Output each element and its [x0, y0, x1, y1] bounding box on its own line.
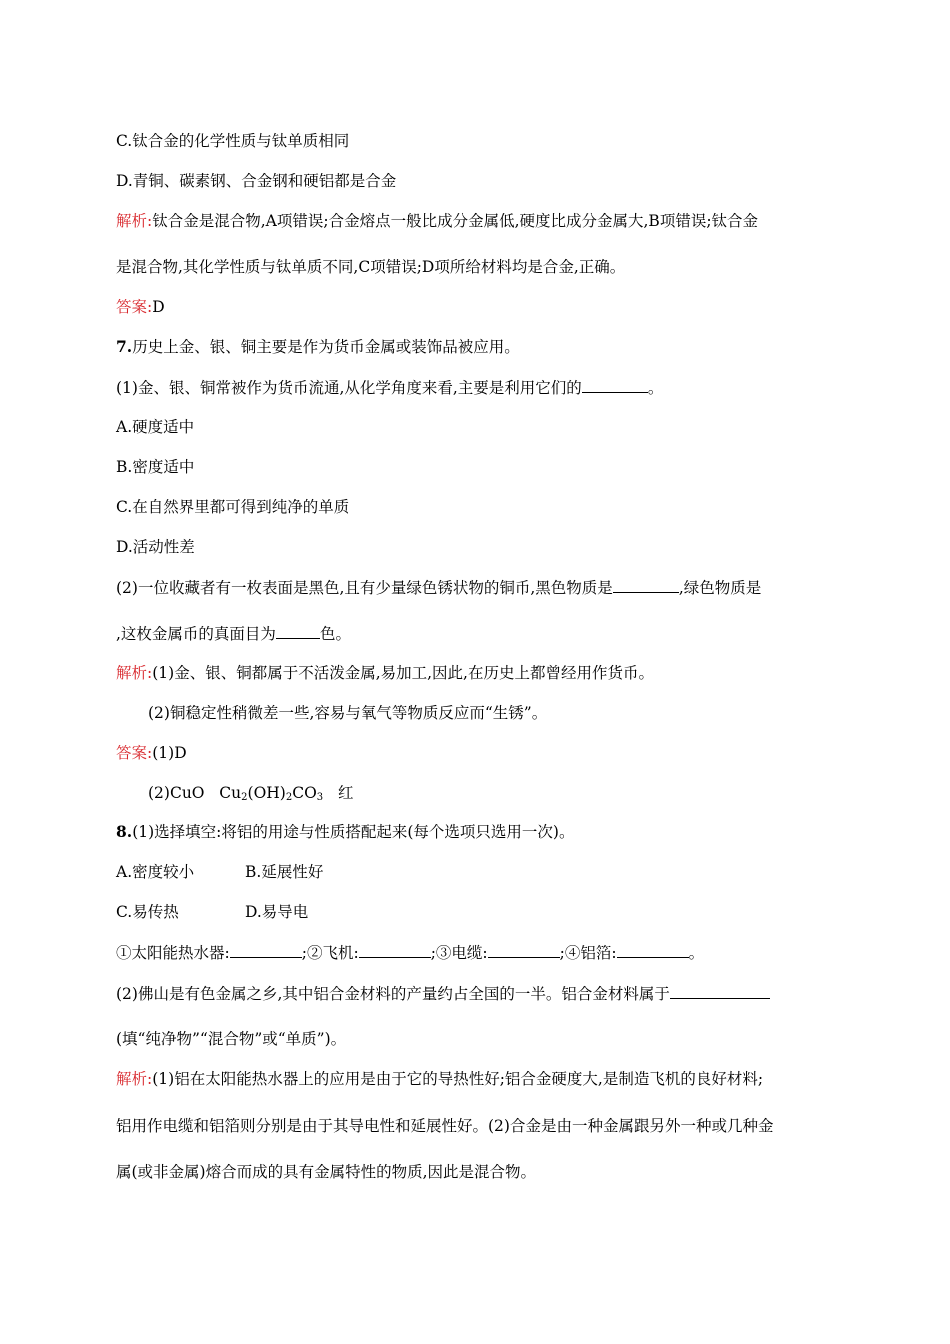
q7-option-c: C.在自然界里都可得到纯净的单质: [116, 498, 350, 516]
q8-fill-line: [116, 942, 704, 963]
q7-part2-line1: [116, 577, 761, 598]
answer-text: D: [152, 298, 165, 316]
fill-label: ;②飞机:: [301, 944, 359, 962]
answer-blank: [230, 942, 302, 958]
fill-label: ;③电缆:: [430, 944, 488, 962]
answer-text: (1)D: [152, 744, 187, 762]
answer-blank: [613, 577, 679, 593]
q7-stem: [116, 337, 520, 357]
q7-part1: [116, 377, 663, 398]
analysis-text: (1)金、银、铜都属于不活泼金属,易加工,因此,在历史上都曾经用作货币。: [152, 664, 654, 682]
q8-option-c: C.易传热: [116, 903, 179, 921]
q7-answer-line1: [116, 743, 187, 763]
q7-answer-line2: [148, 783, 353, 808]
answer-blank: [276, 623, 320, 639]
answer-blank: [582, 377, 648, 393]
question-stem: (1)选择填空:将铝的用途与性质搭配起来(每个选项只选用一次)。: [132, 823, 575, 841]
q7-option-a: A.硬度适中: [116, 418, 195, 436]
part2-text: 色。: [319, 625, 351, 643]
punctuation: 。: [688, 944, 705, 962]
q7-option-b: B.密度适中: [116, 458, 195, 476]
subscript: 2: [241, 792, 248, 803]
part2-text: (2)佛山是有色金属之乡,其中铝合金材料的产量约占全国的一半。铝合金材料属于: [116, 985, 670, 1003]
part2-text: ,绿色物质是: [678, 579, 762, 597]
q8-option-b: B.延展性好: [245, 863, 324, 881]
fill-label: ①太阳能热水器:: [116, 944, 230, 962]
analysis-label: 解析:: [116, 664, 153, 682]
q8-stem: [116, 822, 574, 842]
question-stem: 历史上金、银、铜主要是作为货币金属或装饰品被应用。: [132, 338, 520, 356]
q7-part2-line2: [116, 623, 351, 644]
answer-blank: [359, 942, 431, 958]
q7-analysis-line1: [116, 663, 654, 683]
answer-cuo: (2)CuO: [148, 784, 205, 802]
answer-color: 红: [337, 784, 354, 802]
analysis-text: (1)铝在太阳能热水器上的应用是由于它的导热性好;铝合金硬度大,是制造飞机的良好材料;: [152, 1070, 764, 1088]
formula-oh: (OH): [247, 784, 286, 802]
q7-analysis-line2: (2)铜稳定性稍微差一些,容易与氧气等物质反应而“生锈”。: [148, 704, 548, 722]
question-number: 8.: [116, 822, 133, 841]
punctuation: 。: [647, 379, 664, 397]
q8-part2: [116, 983, 770, 1004]
question-number: 7.: [116, 337, 133, 356]
part1-text: (1)金、银、铜常被作为货币流通,从化学角度来看,主要是利用它们的: [116, 379, 582, 397]
fill-label: ;④铝箔:: [559, 944, 617, 962]
part2-text: ,这枚金属币的真面目为: [116, 625, 276, 643]
q6-analysis-line1: [116, 211, 758, 231]
q6-answer: [116, 297, 165, 317]
formula-co: CO: [292, 784, 317, 802]
part2-text: (2)一位收藏者有一枚表面是黑色,且有少量绿色锈状物的铜币,黑色物质是: [116, 579, 613, 597]
q6-option-c: C.钛合金的化学性质与钛单质相同: [116, 132, 350, 150]
q6-analysis-line2: 是混合物,其化学性质与钛单质不同,C项错误;D项所给材料均是合金,正确。: [116, 258, 626, 276]
q8-option-d: D.易导电: [245, 903, 309, 921]
answer-label: 答案:: [116, 744, 153, 762]
answer-blank: [488, 942, 560, 958]
answer-blank: [670, 983, 770, 999]
q8-analysis-line2: 铝用作电缆和铝箔则分别是由于其导电性和延展性好。(2)合金是由一种金属跟另外一种或几种金: [116, 1117, 774, 1135]
subscript: 3: [316, 792, 324, 803]
q8-analysis-line1: [116, 1069, 763, 1089]
q6-option-d: D.青铜、碳素钢、合金钢和硬铝都是合金: [116, 172, 397, 190]
q8-part2-line2: (填“纯净物”“混合物”或“单质”)。: [116, 1030, 347, 1048]
formula-cu: Cu: [219, 784, 242, 802]
answer-label: 答案:: [116, 298, 153, 316]
q8-analysis-line3: 属(或非金属)熔合而成的具有金属特性的物质,因此是混合物。: [116, 1163, 537, 1181]
analysis-label: 解析:: [116, 1070, 153, 1088]
answer-blank: [617, 942, 689, 958]
q7-option-d: D.活动性差: [116, 538, 195, 556]
analysis-text: 钛合金是混合物,A项错误;合金熔点一般比成分金属低,硬度比成分金属大,B项错误;钛合金: [152, 212, 759, 230]
q8-option-a: A.密度较小: [116, 863, 195, 881]
analysis-label: 解析:: [116, 212, 153, 230]
subscript: 2: [285, 792, 293, 803]
